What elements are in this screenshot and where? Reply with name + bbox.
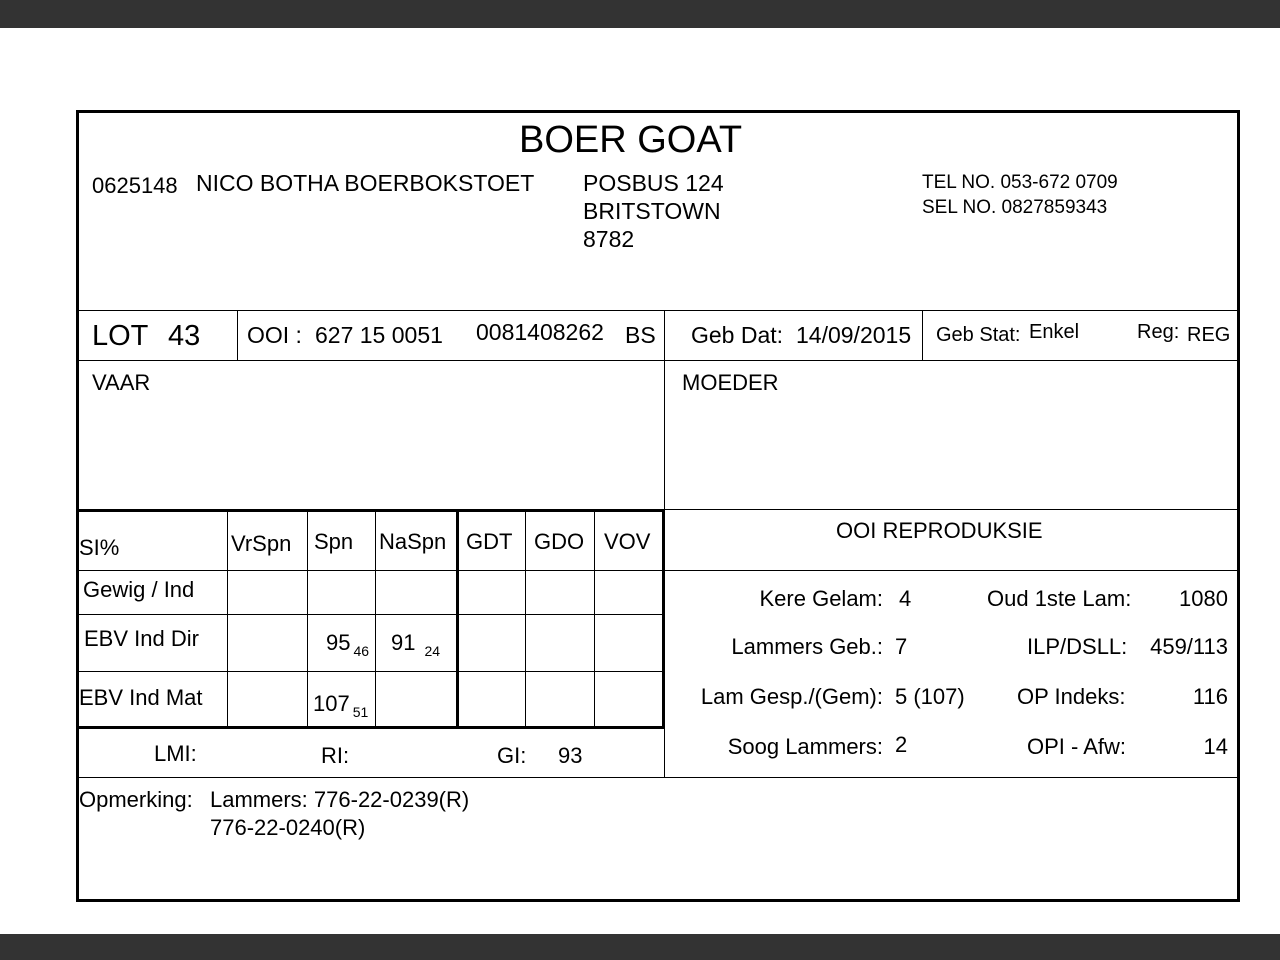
sel-number: SEL NO. 0827859343 — [922, 197, 1108, 218]
document-title: BOER GOAT — [519, 119, 743, 161]
rule-repro-title — [664, 570, 1237, 571]
rule-lot-bottom — [79, 360, 1237, 361]
ebv-col-header: GDO — [534, 529, 585, 554]
rule-lot-v1 — [237, 310, 238, 361]
oud-1ste-lam-label: Oud 1ste Lam: — [987, 586, 1132, 611]
ilp-dsll-value: 459/113 — [1150, 634, 1228, 659]
address-line3: 8782 — [583, 226, 635, 252]
breeder-code: 0625148 — [92, 173, 178, 198]
rule-lot-v3 — [922, 310, 923, 361]
ebv-col-header: VrSpn — [231, 531, 292, 556]
kere-gelam-value: 4 — [899, 586, 912, 611]
ebv-cell-value — [391, 630, 441, 659]
kere-gelam-label: Kere Gelam: — [759, 586, 883, 611]
ebv-value: 107 — [313, 691, 350, 716]
border-top — [76, 110, 1240, 113]
lam-gesp-label: Lam Gesp./(Gem): — [700, 684, 883, 709]
gi-value: 93 — [558, 743, 583, 768]
dam-label: MOEDER — [682, 370, 779, 395]
ebv-col-rule-1 — [227, 511, 228, 728]
rule-lot-top — [79, 310, 1237, 311]
oud-1ste-lam-value: 1080 — [1179, 586, 1228, 611]
top-bar — [0, 0, 1280, 28]
ebv-accuracy: 46 — [353, 643, 370, 659]
animal-id: 627 15 0051 — [315, 322, 443, 348]
ebv-col-rule-4 — [456, 511, 459, 728]
ebv-corner: SI% — [79, 535, 120, 560]
lot-label: LOT — [92, 320, 149, 352]
ebv-col-header: VOV — [604, 529, 651, 554]
birth-date-label: Geb Dat: — [691, 322, 784, 348]
ebv-col-header: Spn — [314, 529, 354, 554]
ebv-row-label: EBV Ind Mat — [79, 685, 203, 710]
soog-lammers-label: Soog Lammers: — [727, 734, 883, 759]
animal-suffix: BS — [625, 322, 656, 348]
reg-value: REG — [1187, 324, 1231, 346]
address-line2: BRITSTOWN — [583, 198, 721, 224]
ebv-row2-rule — [79, 671, 665, 672]
animal-reg-number: 0081408262 — [476, 319, 604, 345]
rule-parents-divider — [664, 360, 665, 510]
rule-indices-bottom — [79, 777, 1237, 778]
opi-afw-value: 14 — [1203, 734, 1228, 759]
ebv-col-rule-2 — [307, 511, 308, 728]
ilp-dsll-label: ILP/DSLL: — [1027, 634, 1128, 659]
ebv-row-label: EBV Ind Dir — [84, 626, 199, 651]
ebv-value: 91 — [391, 630, 416, 655]
lam-gesp-value: 5 (107) — [895, 684, 965, 709]
sire-label: VAAR — [92, 370, 151, 395]
soog-lammers-value: 2 — [895, 732, 908, 757]
address-line1: POSBUS 124 — [583, 170, 724, 196]
birth-status-label: Geb Stat: — [936, 324, 1021, 346]
remarks-line1: Lammers: 776-22-0239(R) — [210, 787, 470, 812]
op-indeks-value: 116 — [1192, 684, 1228, 709]
opi-afw-label: OPI - Afw: — [1027, 734, 1127, 759]
breeder-name: NICO BOTHA BOERBOKSTOET — [196, 170, 535, 196]
op-indeks-label: OP Indeks: — [1017, 684, 1126, 709]
remarks-label: Opmerking: — [79, 787, 193, 812]
lmi-label: LMI: — [154, 741, 197, 766]
ri-label: RI: — [321, 743, 350, 768]
lot-number: 43 — [168, 320, 201, 352]
border-left — [76, 110, 79, 902]
gi-label: GI: — [497, 743, 527, 768]
rule-repro-left — [664, 509, 665, 778]
ebv-col-rule-3 — [375, 511, 376, 728]
ebv-row1-rule — [79, 614, 665, 615]
birth-date: 14/09/2015 — [796, 322, 912, 348]
border-right — [1237, 110, 1240, 902]
repro-title: OOI REPRODUKSIE — [836, 518, 1043, 543]
ebv-header-rule — [79, 570, 665, 571]
lammers-geb-label: Lammers Geb.: — [731, 634, 883, 659]
ebv-col-header: NaSpn — [379, 529, 447, 554]
rule-lot-v2 — [664, 310, 665, 361]
reg-label: Reg: — [1137, 321, 1180, 343]
ebv-col-rule-6 — [594, 511, 595, 728]
lammers-geb-value: 7 — [895, 634, 908, 659]
ebv-cell-value — [326, 630, 370, 659]
tel-number: TEL NO. 053-672 0709 — [922, 172, 1118, 193]
ebv-value: 95 — [326, 630, 351, 655]
ebv-row-label: Gewig / Ind — [83, 577, 195, 602]
birth-status: Enkel — [1029, 321, 1080, 343]
ebv-col-rule-5 — [525, 511, 526, 728]
ebv-accuracy: 51 — [352, 704, 369, 720]
remarks-line2: 776-22-0240(R) — [210, 815, 366, 840]
ebv-cell-value — [313, 691, 369, 720]
animal-id-label: OOI : — [247, 322, 302, 348]
rule-parents-bottom — [664, 509, 1237, 510]
bottom-bar — [0, 934, 1280, 960]
ebv-top-rule — [79, 509, 665, 512]
ebv-col-header: GDT — [466, 529, 513, 554]
ebv-accuracy: 24 — [424, 643, 441, 659]
border-bottom — [76, 899, 1240, 902]
ebv-bottom-rule — [79, 726, 665, 729]
